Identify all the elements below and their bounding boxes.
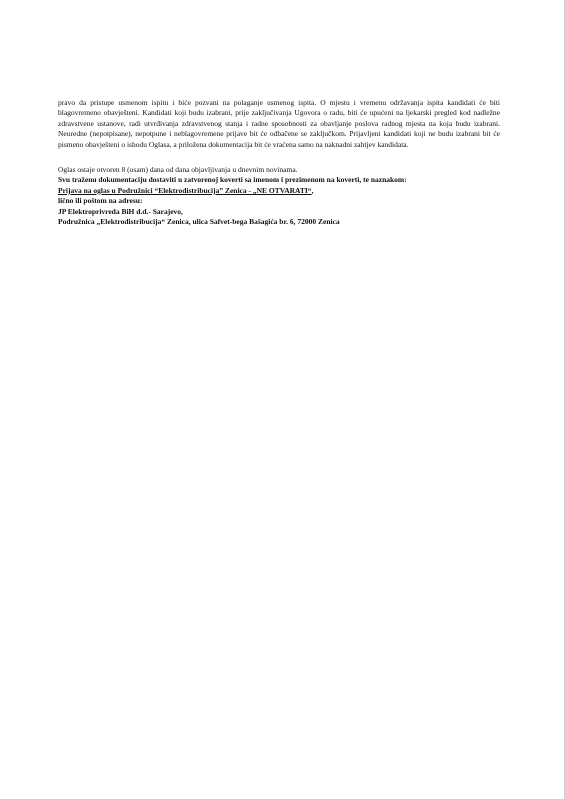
- company-address: Podružnica „Elektrodistribucija“ Zenica, ulica Safvet-bega Bašagića br. 6, 72000 Zenica: [58, 217, 340, 227]
- envelope-label-end: ,: [311, 185, 314, 195]
- document-body: [58, 98, 500, 227]
- submit-instruction: Svu traženu dokumentaciju dostaviti u zatvorenoj koverti sa imenom i prezimenom na koverti, te naznakom:: [58, 175, 407, 185]
- company-name: JP Elektroprivreda BiH d.d.- Sarajevo,: [58, 206, 183, 216]
- paragraph-spacer: [58, 150, 500, 165]
- open-notice: Oglas ostaje otvoren 8 (osam) dana od dana objavljivanja u dnevnim novinama.: [58, 165, 298, 175]
- envelope-label: Prijava na oglas u Podružnici “Elektrodistribucija” Zenica - „NE OTVARATI“: [58, 185, 312, 195]
- exam-paragraph: pravo da pristupe usmenom ispitu i biće pozvani na polaganje usmenog ispita. O mjestu i vremenu održavanja ispita kandidati će biti blagovremeno obavješteni. Kandidati koji budu izabrani, prije zaključivanja Ugovora o radu, biti će upućeni na ljekarski pregled kod nadležne zdravstvene ustanove, radi utvrđivanja zdravstvenog stanja i radne sposobnosti za obavljanje poslova radnog mjesta na koja budu izabrani. Neuredne (nepotpisane), nepotpune i neblagovremene prijave bit će odbačene se zaključkom. Prijavljeni kandidati koji ne budu izabrani bit će pismeno obavješteni o ishodu Oglasa, a priložena dokumentacija bit će vraćena samo na naknadni zahtjev kandidata.: [58, 98, 500, 149]
- delivery-method: lično ili poštom na adresu:: [58, 196, 143, 206]
- envelope-label-line: [58, 186, 500, 196]
